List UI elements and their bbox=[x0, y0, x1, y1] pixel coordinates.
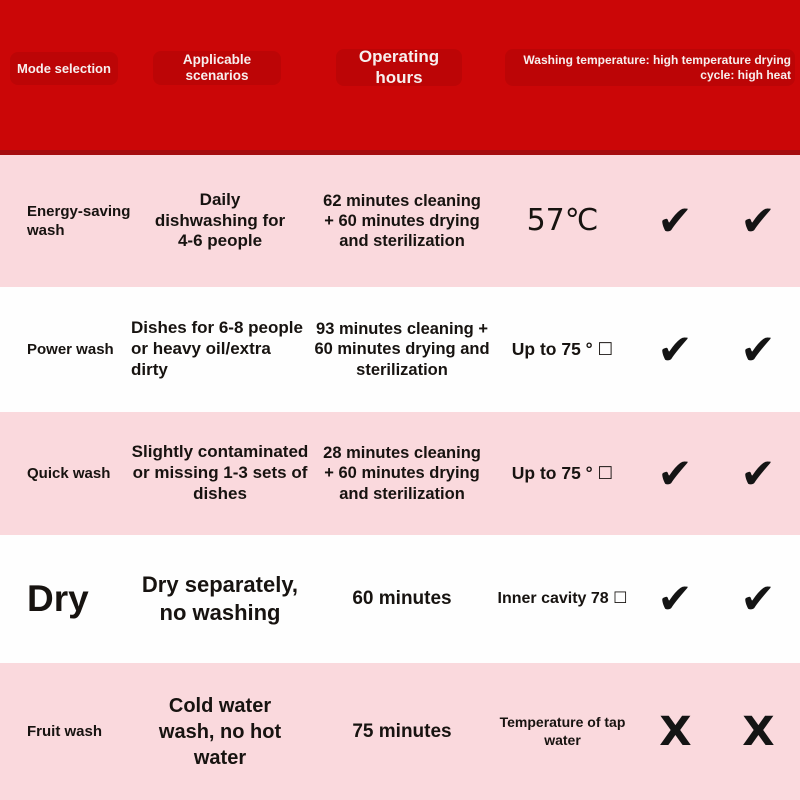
high-temp-wash-cell bbox=[645, 535, 705, 663]
duration-text: 62 minutes cleaning bbox=[323, 191, 481, 210]
x-icon: X bbox=[658, 708, 692, 755]
header-label: Mode selection bbox=[17, 60, 111, 76]
mode-cell bbox=[27, 663, 132, 800]
duration-cell bbox=[308, 155, 496, 287]
scenario-cell bbox=[125, 412, 315, 535]
temperature-text: Inner cavity 78 ☐ bbox=[497, 590, 628, 608]
duration-text: 75 minutes bbox=[352, 720, 452, 742]
check-icon: ✔ bbox=[657, 324, 693, 374]
duration-cell bbox=[308, 535, 496, 663]
scenario-text: dishwashing for bbox=[154, 210, 286, 230]
scenario-text: or missing 1-3 sets of bbox=[132, 463, 308, 483]
check-icon: ✔ bbox=[740, 324, 776, 374]
not-supported-cell bbox=[645, 663, 705, 800]
header-label-line: Washing temperature: high temperature drying bbox=[523, 53, 791, 68]
table-row-dry bbox=[0, 535, 800, 663]
duration-text: and sterilization bbox=[339, 484, 465, 503]
mode-label: Energy-saving bbox=[27, 202, 131, 220]
scenario-text: Daily bbox=[199, 189, 241, 209]
table-row-fruit-wash bbox=[0, 663, 800, 800]
check-icon: ✔ bbox=[740, 574, 776, 623]
header-mode-selection bbox=[10, 52, 118, 85]
mode-label: Fruit wash bbox=[27, 722, 103, 740]
check-icon: ✔ bbox=[657, 448, 693, 498]
temperature-cell bbox=[490, 155, 635, 287]
high-heat-dry-cell bbox=[727, 412, 789, 535]
mode-cell bbox=[27, 412, 132, 535]
temperature-text: 57℃ bbox=[526, 202, 599, 238]
check-icon: ✔ bbox=[657, 196, 693, 245]
scenario-text: dishes bbox=[193, 483, 247, 503]
duration-text: 60 minutes drying and bbox=[314, 340, 490, 359]
duration-cell bbox=[308, 287, 496, 412]
header-label: Applicable scenarios bbox=[182, 51, 252, 83]
duration-cell bbox=[308, 663, 496, 800]
check-icon: ✔ bbox=[740, 196, 776, 245]
table-row-power-wash bbox=[0, 287, 800, 412]
x-icon: X bbox=[741, 708, 775, 755]
temperature-cell bbox=[490, 535, 635, 663]
high-heat-dry-cell bbox=[727, 287, 789, 412]
scenario-cell bbox=[125, 663, 315, 800]
scenario-text: wash, no hot bbox=[158, 720, 282, 743]
scenario-cell bbox=[125, 535, 315, 663]
mode-label: Dry bbox=[27, 577, 89, 619]
header-applicable-scenarios bbox=[153, 51, 281, 85]
table-header bbox=[0, 0, 800, 155]
scenario-text: 4-6 people bbox=[177, 231, 263, 251]
mode-label: wash bbox=[27, 222, 65, 239]
table-row-quick-wash bbox=[0, 412, 800, 535]
duration-cell bbox=[308, 412, 496, 535]
header-washing-temperature bbox=[505, 49, 795, 86]
duration-text: + 60 minutes drying bbox=[324, 211, 480, 230]
scenario-text: Slightly contaminated bbox=[131, 442, 309, 462]
duration-text: 60 minutes bbox=[352, 588, 452, 610]
duration-text: and sterilization bbox=[339, 232, 465, 251]
temperature-cell bbox=[490, 663, 635, 800]
table-row-energy-saving-wash bbox=[0, 155, 800, 287]
duration-text: 93 minutes cleaning + bbox=[316, 320, 488, 339]
high-temp-wash-cell bbox=[645, 287, 705, 412]
temperature-text: Up to 75 ° ☐ bbox=[511, 462, 614, 483]
not-supported-cell bbox=[727, 663, 789, 800]
check-icon: ✔ bbox=[657, 574, 693, 623]
temperature-text: Temperature of tap water bbox=[499, 714, 626, 748]
mode-cell bbox=[27, 535, 132, 663]
scenario-cell bbox=[125, 287, 315, 412]
mode-label: Quick wash bbox=[27, 464, 111, 482]
header-operating-hours bbox=[336, 49, 462, 86]
high-temp-wash-cell bbox=[645, 155, 705, 287]
header-label: Operating hours bbox=[358, 47, 440, 87]
scenario-text: no washing bbox=[159, 600, 281, 625]
duration-text: 28 minutes cleaning bbox=[323, 444, 481, 463]
scenario-text: or heavy oil/extra bbox=[131, 339, 271, 359]
duration-text: sterilization bbox=[356, 360, 448, 379]
temperature-cell bbox=[490, 287, 635, 412]
duration-text: + 60 minutes drying bbox=[324, 464, 480, 483]
scenario-cell bbox=[125, 155, 315, 287]
scenario-text: Cold water bbox=[168, 694, 272, 717]
temperature-text: Up to 75 ° ☐ bbox=[511, 338, 614, 359]
scenario-text: dirty bbox=[131, 359, 168, 379]
temperature-cell bbox=[490, 412, 635, 535]
scenario-text: Dry separately, bbox=[141, 571, 299, 597]
high-heat-dry-cell bbox=[727, 535, 789, 663]
check-icon: ✔ bbox=[740, 448, 776, 498]
header-label-line: cycle: high heat bbox=[700, 67, 791, 82]
high-temp-wash-cell bbox=[645, 412, 705, 535]
mode-cell bbox=[27, 287, 132, 412]
scenario-text: Dishes for 6-8 people bbox=[131, 318, 303, 338]
high-heat-dry-cell bbox=[727, 155, 789, 287]
mode-label: Power wash bbox=[27, 340, 114, 358]
scenario-text: water bbox=[193, 746, 247, 769]
mode-cell bbox=[27, 155, 132, 287]
